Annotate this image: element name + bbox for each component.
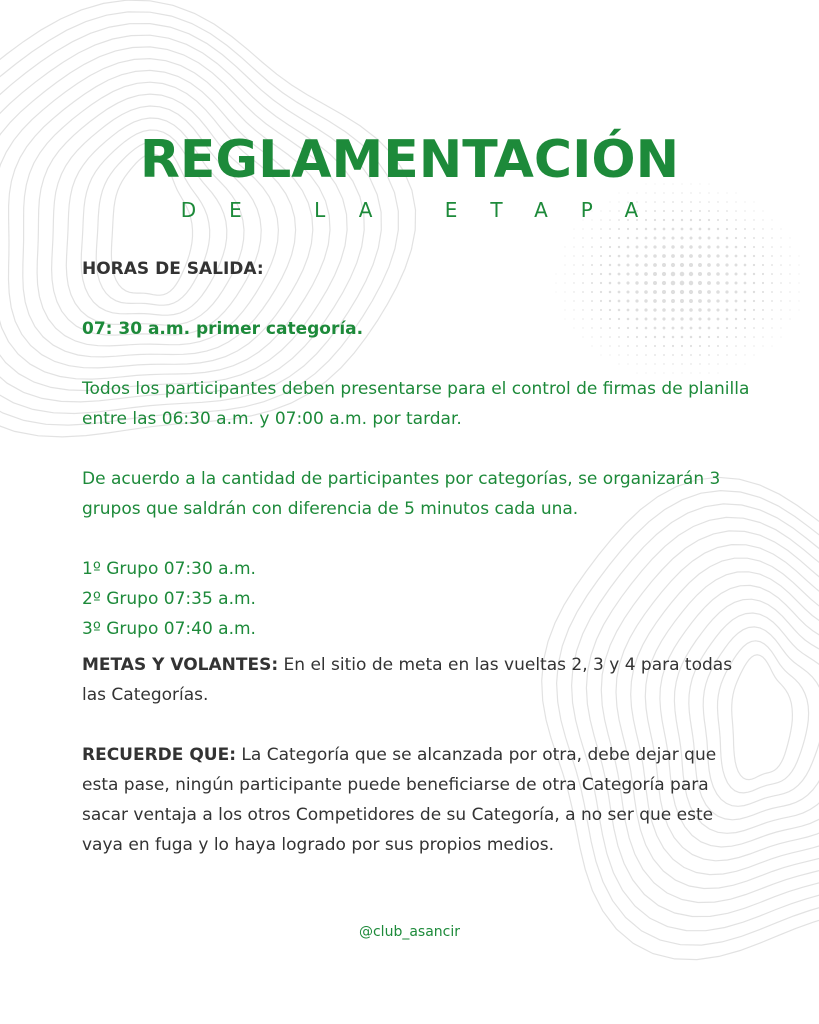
spacer xyxy=(82,434,752,464)
group-item: 3º Grupo 07:40 a.m. xyxy=(82,619,256,639)
regulation-body xyxy=(82,254,752,860)
recuerde-text: La Categoría que se alcanzada por otra, debe dejar que esta pase, ningún participante puede beneficiarse de otra Categoría para sacar ventaja a los otros Competidores de su Categoría, a no ser que este vaya en fuga y lo haya logrado por sus propios medios. xyxy=(82,745,717,855)
recuerde-paragraph xyxy=(82,740,752,860)
metas-paragraph xyxy=(82,650,752,710)
group-item: 1º Grupo 07:30 a.m. xyxy=(82,559,256,579)
first-category-time: 07: 30 a.m. primer categoría. xyxy=(82,319,364,339)
control-text: Todos los participantes deben presentarse para el control de firmas de planilla entre las 06:30 a.m. y 07:00 a.m. por tardar. xyxy=(82,379,750,429)
page-title: REGLAMENTACIÓN xyxy=(139,130,680,190)
metas-text: En el sitio de meta en las vueltas 2, 3 y 4 para todas las Categorías. xyxy=(82,655,733,705)
recuerde-label: RECUERDE QUE: xyxy=(82,745,236,765)
group-item: 2º Grupo 07:35 a.m. xyxy=(82,589,256,609)
spacer xyxy=(82,524,752,554)
spacer xyxy=(82,710,752,740)
spacer xyxy=(82,284,752,314)
social-handle: @club_asancir xyxy=(358,924,460,940)
metas-label: METAS Y VOLANTES: xyxy=(82,655,279,675)
horas-label: HORAS DE SALIDA: xyxy=(82,259,264,279)
groups-text: De acuerdo a la cantidad de participantes por categorías, se organizarán 3 grupos que saldrán con diferencia de 5 minutos cada una. xyxy=(82,469,721,519)
spacer xyxy=(82,344,752,374)
page-subtitle: DE LA ETAPA xyxy=(180,198,672,222)
